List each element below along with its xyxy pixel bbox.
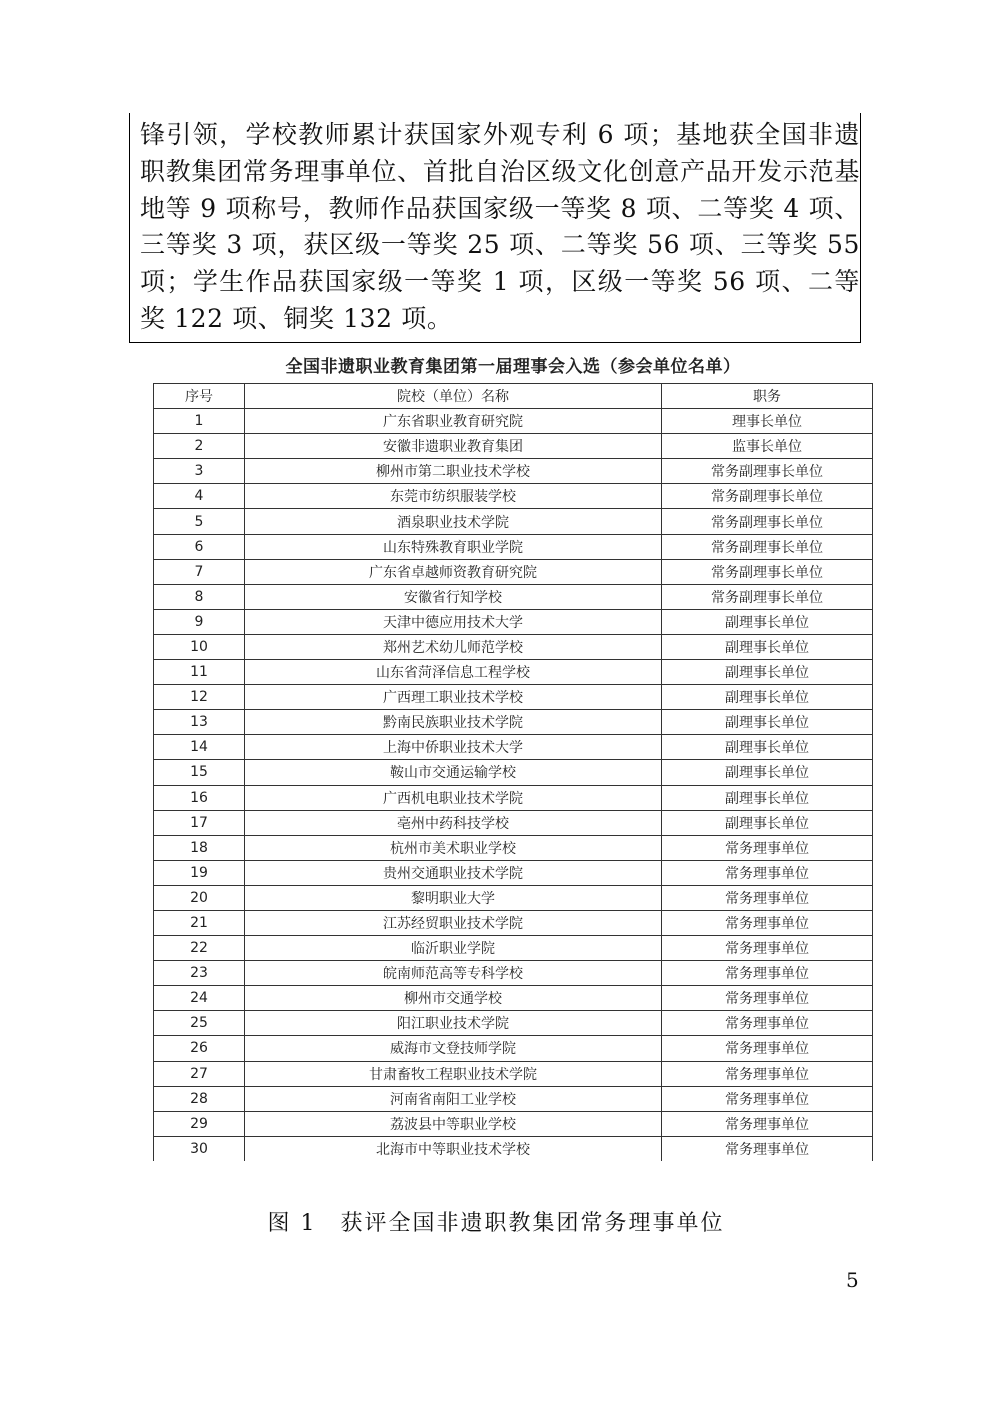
row-number-cell: 12 bbox=[154, 685, 245, 710]
institution-name-cell: 东莞市纺织服装学校 bbox=[245, 484, 662, 509]
role-cell: 常务理事单位 bbox=[662, 1111, 873, 1136]
institution-name-cell: 亳州中药科技学校 bbox=[245, 810, 662, 835]
role-cell: 常务理事单位 bbox=[662, 1086, 873, 1111]
institution-name-cell: 荔波县中等职业学校 bbox=[245, 1111, 662, 1136]
role-cell: 常务副理事长单位 bbox=[662, 534, 873, 559]
row-number-cell: 19 bbox=[154, 860, 245, 885]
header-name: 院校（单位）名称 bbox=[245, 384, 662, 409]
role-cell: 监事长单位 bbox=[662, 434, 873, 459]
row-number-cell: 3 bbox=[154, 459, 245, 484]
row-number-cell: 20 bbox=[154, 885, 245, 910]
row-number-cell: 11 bbox=[154, 660, 245, 685]
table-row bbox=[154, 509, 873, 534]
row-number-cell: 2 bbox=[154, 434, 245, 459]
table-header-row bbox=[154, 384, 873, 409]
table-row bbox=[154, 584, 873, 609]
table-row bbox=[154, 1086, 873, 1111]
institution-name-cell: 河南省南阳工业学校 bbox=[245, 1086, 662, 1111]
row-number-cell: 16 bbox=[154, 785, 245, 810]
row-number-cell: 28 bbox=[154, 1086, 245, 1111]
institution-name-cell: 黔南民族职业技术学院 bbox=[245, 710, 662, 735]
row-number-cell: 17 bbox=[154, 810, 245, 835]
row-number-cell: 9 bbox=[154, 609, 245, 634]
institution-name-cell: 黎明职业大学 bbox=[245, 885, 662, 910]
row-number-cell: 18 bbox=[154, 835, 245, 860]
table-row bbox=[154, 936, 873, 961]
body-paragraph: 锋引领，学校教师累计获国家外观专利 6 项；基地获全国非遗职教集团常务理事单位、首批自治区级文化创意产品开发示范基地等 9 项称号，教师作品获国家级一等奖 8 项、二等奖 4 项、三等奖 3 项，获区级一等奖 25 项、二等奖 56 项、三等奖 55 项；学生作品获国家级一等奖 1 项，区级一等奖 56 项、二等奖 122 项、铜奖 132 项。 bbox=[129, 113, 861, 343]
role-cell: 副理事长单位 bbox=[662, 685, 873, 710]
table-row bbox=[154, 885, 873, 910]
institution-name-cell: 山东省菏泽信息工程学校 bbox=[245, 660, 662, 685]
table-row bbox=[154, 484, 873, 509]
row-number-cell: 5 bbox=[154, 509, 245, 534]
institution-name-cell: 柳州市交通学校 bbox=[245, 986, 662, 1011]
row-number-cell: 14 bbox=[154, 735, 245, 760]
figure-caption: 图 1 获评全国非遗职教集团常务理事单位 bbox=[267, 1211, 725, 1236]
role-cell: 副理事长单位 bbox=[662, 660, 873, 685]
institution-name-cell: 广西机电职业技术学院 bbox=[245, 785, 662, 810]
row-number-cell: 27 bbox=[154, 1061, 245, 1086]
role-cell: 常务副理事长单位 bbox=[662, 584, 873, 609]
table-row bbox=[154, 986, 873, 1011]
row-number-cell: 21 bbox=[154, 910, 245, 935]
table-row bbox=[154, 609, 873, 634]
institution-name-cell: 广西理工职业技术学校 bbox=[245, 685, 662, 710]
role-cell: 副理事长单位 bbox=[662, 634, 873, 659]
table-row bbox=[154, 810, 873, 835]
role-cell: 常务理事单位 bbox=[662, 961, 873, 986]
role-cell: 副理事长单位 bbox=[662, 785, 873, 810]
row-number-cell: 29 bbox=[154, 1111, 245, 1136]
role-cell: 常务理事单位 bbox=[662, 835, 873, 860]
table-row bbox=[154, 459, 873, 484]
row-number-cell: 13 bbox=[154, 710, 245, 735]
table-row bbox=[154, 685, 873, 710]
role-cell: 副理事长单位 bbox=[662, 735, 873, 760]
institution-name-cell: 柳州市第二职业技术学校 bbox=[245, 459, 662, 484]
table-row bbox=[154, 735, 873, 760]
member-table bbox=[153, 383, 873, 1161]
table-row bbox=[154, 860, 873, 885]
role-cell: 常务副理事长单位 bbox=[662, 484, 873, 509]
row-number-cell: 15 bbox=[154, 760, 245, 785]
table-row bbox=[154, 835, 873, 860]
institution-name-cell: 贵州交通职业技术学院 bbox=[245, 860, 662, 885]
table-row bbox=[154, 434, 873, 459]
row-number-cell: 22 bbox=[154, 936, 245, 961]
role-cell: 常务理事单位 bbox=[662, 860, 873, 885]
row-number-cell: 10 bbox=[154, 634, 245, 659]
table-row bbox=[154, 1111, 873, 1136]
institution-name-cell: 安徽非遗职业教育集团 bbox=[245, 434, 662, 459]
institution-name-cell: 天津中德应用技术大学 bbox=[245, 609, 662, 634]
role-cell: 副理事长单位 bbox=[662, 609, 873, 634]
role-cell: 常务理事单位 bbox=[662, 885, 873, 910]
row-number-cell: 1 bbox=[154, 409, 245, 434]
table-row bbox=[154, 660, 873, 685]
institution-name-cell: 上海中侨职业技术大学 bbox=[245, 735, 662, 760]
institution-name-cell: 安徽省行知学校 bbox=[245, 584, 662, 609]
table-row bbox=[154, 961, 873, 986]
institution-name-cell: 杭州市美术职业学校 bbox=[245, 835, 662, 860]
row-number-cell: 23 bbox=[154, 961, 245, 986]
row-number-cell: 26 bbox=[154, 1036, 245, 1061]
institution-name-cell: 鞍山市交通运输学校 bbox=[245, 760, 662, 785]
role-cell: 副理事长单位 bbox=[662, 710, 873, 735]
page-number: 5 bbox=[846, 1268, 859, 1292]
role-cell: 常务理事单位 bbox=[662, 1011, 873, 1036]
table-row bbox=[154, 1136, 873, 1161]
table-row bbox=[154, 409, 873, 434]
institution-name-cell: 山东特殊教育职业学院 bbox=[245, 534, 662, 559]
row-number-cell: 4 bbox=[154, 484, 245, 509]
institution-name-cell: 皖南师范高等专科学校 bbox=[245, 961, 662, 986]
role-cell: 副理事长单位 bbox=[662, 810, 873, 835]
table-row bbox=[154, 634, 873, 659]
institution-name-cell: 临沂职业学院 bbox=[245, 936, 662, 961]
row-number-cell: 30 bbox=[154, 1136, 245, 1161]
table-row bbox=[154, 760, 873, 785]
role-cell: 副理事长单位 bbox=[662, 760, 873, 785]
role-cell: 常务副理事长单位 bbox=[662, 559, 873, 584]
table-row bbox=[154, 559, 873, 584]
table-row bbox=[154, 534, 873, 559]
header-no: 序号 bbox=[154, 384, 245, 409]
role-cell: 常务副理事长单位 bbox=[662, 459, 873, 484]
header-role: 职务 bbox=[662, 384, 873, 409]
institution-name-cell: 酒泉职业技术学院 bbox=[245, 509, 662, 534]
table-row bbox=[154, 910, 873, 935]
role-cell: 常务理事单位 bbox=[662, 1061, 873, 1086]
row-number-cell: 7 bbox=[154, 559, 245, 584]
role-cell: 理事长单位 bbox=[662, 409, 873, 434]
table-row bbox=[154, 1036, 873, 1061]
table-title: 全国非遗职业教育集团第一届理事会入选（参会单位名单） bbox=[285, 357, 741, 377]
institution-name-cell: 北海市中等职业技术学校 bbox=[245, 1136, 662, 1161]
table-row bbox=[154, 1061, 873, 1086]
row-number-cell: 8 bbox=[154, 584, 245, 609]
role-cell: 常务理事单位 bbox=[662, 986, 873, 1011]
role-cell: 常务理事单位 bbox=[662, 910, 873, 935]
institution-name-cell: 广东省卓越师资教育研究院 bbox=[245, 559, 662, 584]
institution-name-cell: 江苏经贸职业技术学院 bbox=[245, 910, 662, 935]
institution-name-cell: 广东省职业教育研究院 bbox=[245, 409, 662, 434]
role-cell: 常务理事单位 bbox=[662, 936, 873, 961]
table-row bbox=[154, 785, 873, 810]
institution-name-cell: 甘肃畜牧工程职业技术学院 bbox=[245, 1061, 662, 1086]
row-number-cell: 25 bbox=[154, 1011, 245, 1036]
role-cell: 常务副理事长单位 bbox=[662, 509, 873, 534]
role-cell: 常务理事单位 bbox=[662, 1136, 873, 1161]
institution-name-cell: 阳江职业技术学院 bbox=[245, 1011, 662, 1036]
role-cell: 常务理事单位 bbox=[662, 1036, 873, 1061]
row-number-cell: 6 bbox=[154, 534, 245, 559]
table-row bbox=[154, 710, 873, 735]
institution-name-cell: 威海市文登技师学院 bbox=[245, 1036, 662, 1061]
institution-name-cell: 郑州艺术幼儿师范学校 bbox=[245, 634, 662, 659]
row-number-cell: 24 bbox=[154, 986, 245, 1011]
table-row bbox=[154, 1011, 873, 1036]
